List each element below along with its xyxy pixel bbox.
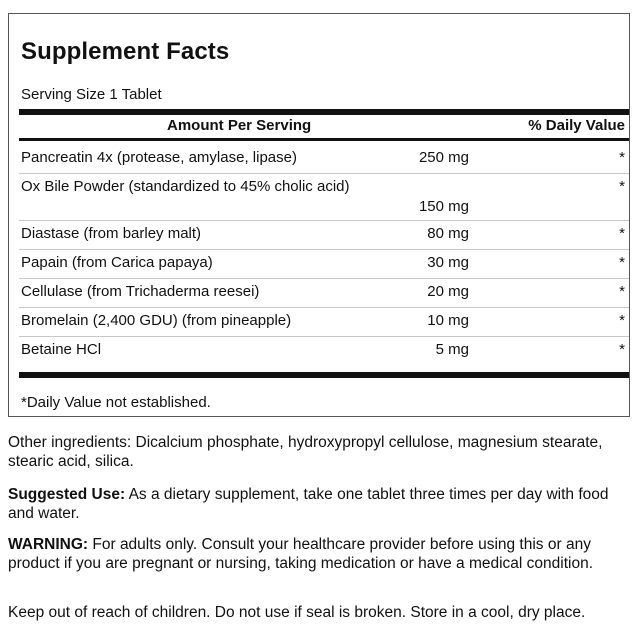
serving-size: Serving Size 1 Tablet: [21, 86, 162, 103]
table-row: [19, 337, 629, 366]
table-row: [19, 250, 629, 279]
nutrient-table: [19, 145, 629, 366]
ingredient-daily-value: *: [619, 178, 625, 195]
ingredient-amount: 150 mg: [418, 198, 469, 215]
ingredient-daily-value: *: [619, 283, 625, 300]
amount-per-serving-header: Amount Per Serving: [167, 117, 312, 134]
storage-instructions: Keep out of reach of children. Do not use if seal is broken. Store in a cool, dry place.: [8, 604, 586, 621]
warning: [8, 535, 632, 573]
ingredient-daily-value: *: [619, 341, 625, 358]
ingredient-name: Papain (from Carica papaya): [21, 254, 213, 271]
ingredient-amount: 250 mg: [418, 149, 469, 166]
suggested-use-label: Suggested Use:: [8, 486, 126, 503]
ingredient-amount: 20 mg: [427, 283, 469, 300]
warning-label: WARNING:: [8, 536, 89, 553]
suggested-use: [8, 485, 632, 523]
table-row: [19, 174, 629, 221]
table-row: [19, 279, 629, 308]
supplement-facts-panel: [8, 13, 630, 417]
ingredient-name: Cellulase (from Trichaderma reesei): [21, 283, 260, 300]
header-divider: [19, 138, 629, 141]
table-header: [19, 115, 629, 137]
panel-title: Supplement Facts: [21, 38, 230, 65]
ingredient-daily-value: *: [619, 312, 625, 329]
ingredient-amount: 30 mg: [427, 254, 469, 271]
ingredient-name: Bromelain (2,400 GDU) (from pineapple): [21, 312, 292, 329]
ingredient-daily-value: *: [619, 149, 625, 166]
daily-value-header: % Daily Value: [528, 117, 625, 134]
other-ingredients: Other ingredients: Dicalcium phosphate, hydroxypropyl cellulose, magnesium stearate, stearic acid, silica.: [8, 434, 603, 470]
ingredient-amount: 10 mg: [427, 312, 469, 329]
warning-text: For adults only. Consult your healthcare provider before using this or any product if you are pregnant or nursing, taking medication or have a medical condition.: [8, 536, 594, 572]
table-row: [19, 308, 629, 337]
table-row: [19, 221, 629, 250]
ingredient-name: Pancreatin 4x (protease, amylase, lipase): [21, 149, 297, 166]
ingredient-daily-value: *: [619, 254, 625, 271]
ingredient-name: Ox Bile Powder (standardized to 45% cholic acid): [21, 178, 350, 195]
ingredient-daily-value: *: [619, 225, 625, 242]
ingredient-name: Betaine HCl: [21, 341, 102, 358]
footer-divider: [19, 372, 629, 378]
ingredient-amount: 5 mg: [435, 341, 469, 358]
ingredient-name: Diastase (from barley malt): [21, 225, 202, 242]
ingredient-amount: 80 mg: [427, 225, 469, 242]
daily-value-footnote: *Daily Value not established.: [21, 394, 211, 411]
table-row: [19, 145, 629, 174]
suggested-use-text: As a dietary supplement, take one tablet three times per day with food and water.: [8, 486, 609, 522]
